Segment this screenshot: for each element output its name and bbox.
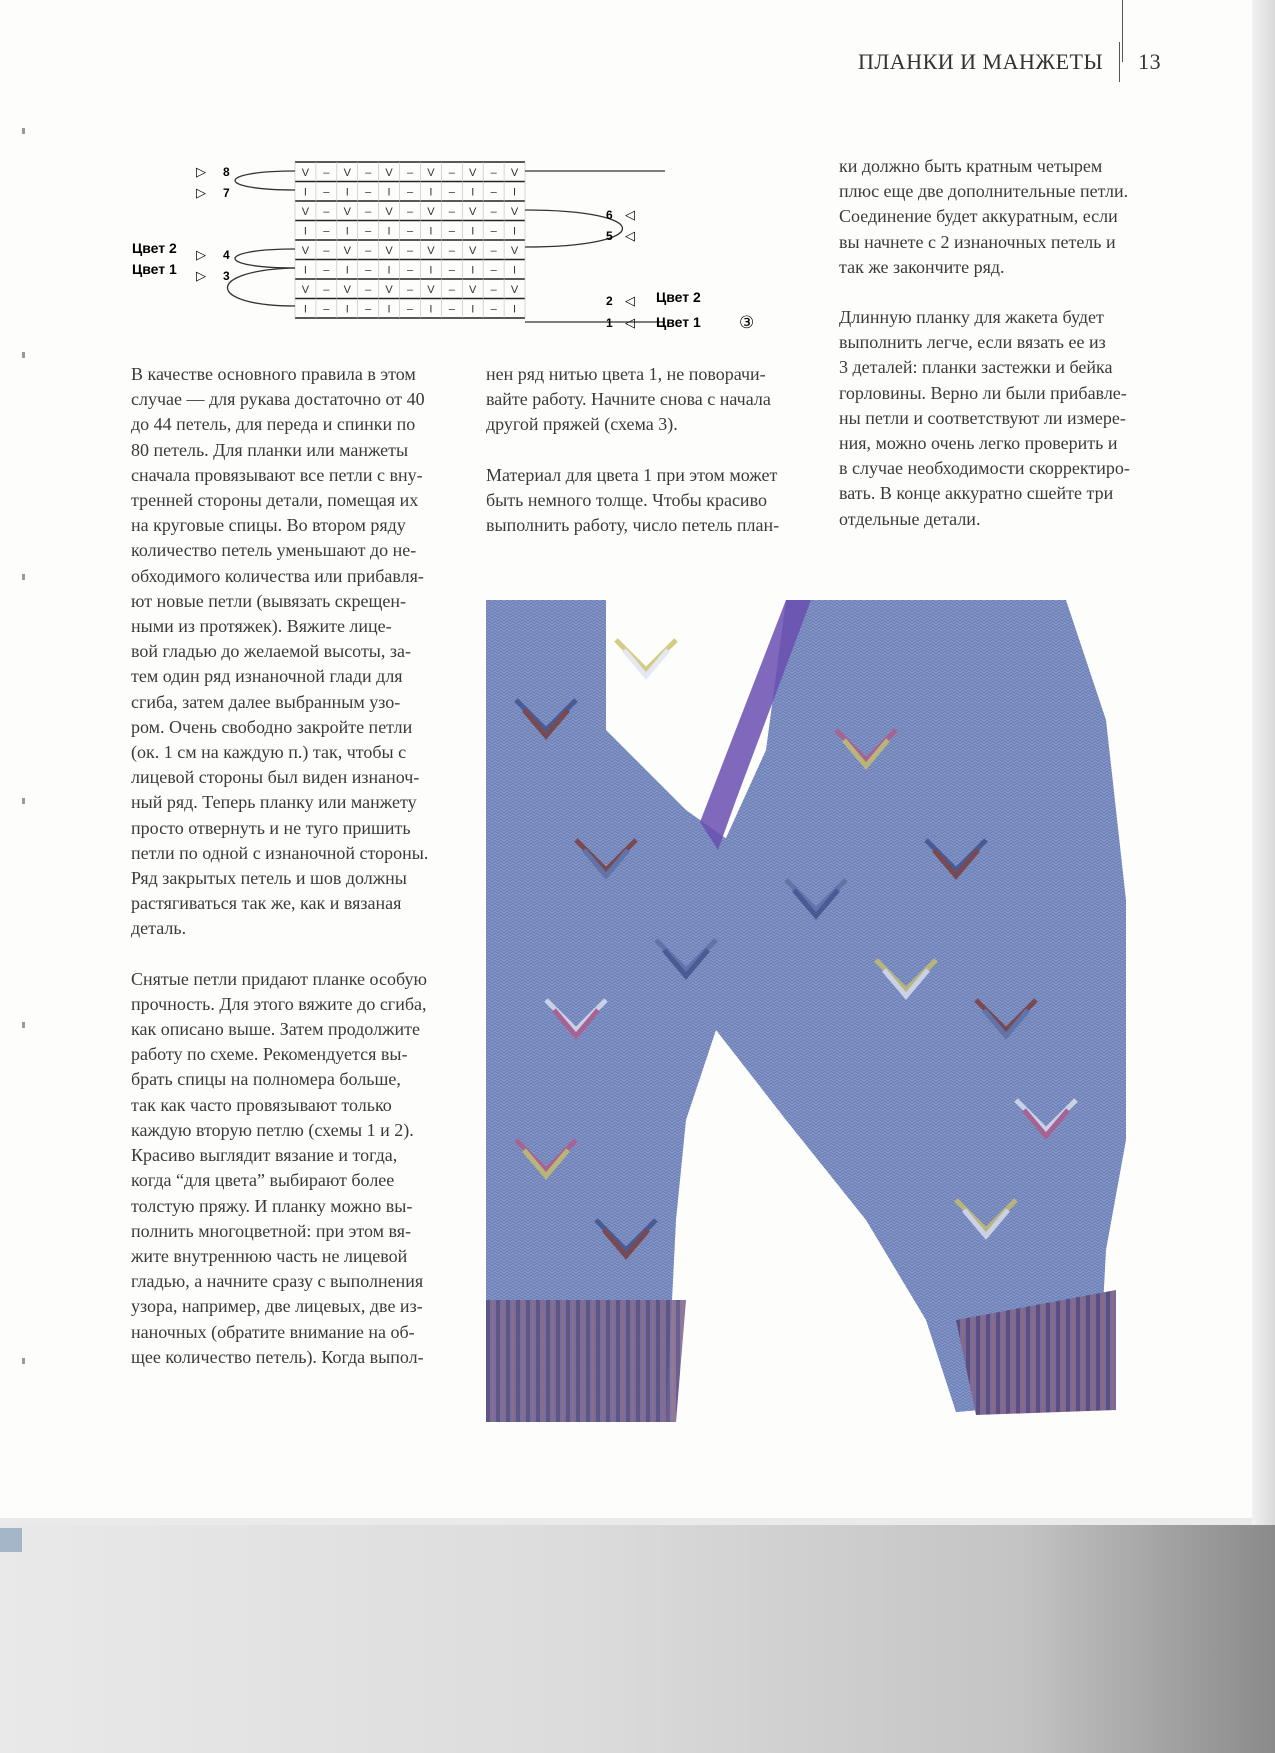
text-line: в случае необходимости скорректиро- — [839, 458, 1130, 479]
row-number: 4 — [223, 248, 230, 262]
stitch-symbol: – — [365, 264, 372, 277]
row-2 — [606, 289, 701, 308]
row-arrow-icon: ▷ — [196, 268, 206, 283]
margin-mark — [22, 1358, 25, 1364]
stitch-symbol: I — [345, 303, 349, 316]
text-line: петли по одной с изнаночной стороны. — [131, 842, 429, 863]
text-column-2 — [486, 362, 816, 538]
stitch-symbol: – — [406, 225, 414, 238]
stitch-symbol: – — [406, 167, 414, 179]
text-line: выполнить легче, если вязать ее из — [839, 332, 1106, 353]
book-binding — [0, 1528, 22, 1552]
stitch-symbol: – — [323, 206, 330, 218]
color-label: Цвет 2 — [132, 240, 177, 256]
stitch-symbol: – — [448, 167, 455, 179]
row-8 — [196, 164, 230, 179]
text-line: Ряд закрытых петель и шов должны — [131, 868, 407, 889]
stitch-symbol: – — [406, 206, 414, 218]
text-line: толстую пряжу. И планку можно вы- — [131, 1195, 413, 1216]
row-5 — [606, 228, 635, 243]
text-line: работу по схеме. Рекомендуется вы- — [131, 1044, 408, 1065]
stitch-symbol: I — [303, 264, 307, 277]
row-number: 5 — [606, 229, 613, 243]
text-line: количество петель уменьшают до не- — [131, 540, 417, 561]
stitch-symbol: – — [490, 245, 497, 257]
text-line: ют новые петли (вывязать скрещен- — [131, 590, 406, 611]
text-line: лицевой стороны был виден изнаноч- — [131, 767, 420, 788]
row-number: 2 — [606, 294, 613, 308]
stitch-symbol: – — [448, 303, 455, 316]
stitch-symbol: – — [323, 264, 330, 277]
stitch-symbol: V — [343, 206, 351, 218]
stitch-symbol: – — [490, 225, 497, 238]
stitch-symbol: I — [429, 225, 433, 238]
text-line: тем один ряд изнаночной глади для — [131, 666, 403, 687]
row-arrow-icon: ◁ — [625, 228, 635, 243]
stitch-symbol: V — [469, 245, 477, 257]
stitch-symbol: V — [343, 245, 351, 257]
yarn-loop — [235, 171, 295, 190]
margin-mark — [22, 798, 25, 804]
paragraph — [839, 154, 1169, 280]
page-right-edge — [1252, 0, 1275, 1525]
stitch-symbol: – — [448, 206, 455, 218]
stitch-symbol: – — [490, 264, 497, 277]
yarn-loop — [235, 249, 295, 268]
stitch-symbol: – — [448, 245, 455, 257]
header-separator — [1119, 42, 1120, 82]
text-line: ный ряд. Теперь планку или манжету — [131, 792, 417, 813]
text-line: ния, можно очень легко проверить и — [839, 433, 1118, 454]
stitch-symbol: – — [365, 303, 372, 316]
text-line: полнить многоцветной: при этом вя- — [131, 1220, 412, 1241]
color-label: Цвет 1 — [656, 314, 701, 330]
stitch-symbol: I — [345, 225, 349, 238]
stitch-symbol: I — [345, 186, 349, 199]
text-line: выполнить работу, число петель план- — [486, 515, 780, 536]
text-line: так же закончите ряд. — [839, 256, 1005, 277]
stitch-symbol: – — [448, 186, 455, 199]
text-line: вы начнете с 2 изнаночных петель и — [839, 231, 1116, 252]
stitch-symbol: I — [513, 186, 517, 199]
paragraph — [486, 362, 816, 438]
text-line: жите внутреннюю часть не лицевой — [131, 1245, 408, 1266]
stitch-symbol: – — [490, 303, 497, 316]
text-line: каждую вторую петлю (схемы 1 и 2). — [131, 1119, 414, 1140]
page-number: 13 — [1138, 49, 1162, 74]
stitch-symbol: – — [323, 225, 330, 238]
stitch-symbol: V — [385, 245, 393, 257]
stitch-symbol: V — [385, 284, 393, 296]
stitch-symbol: I — [387, 186, 391, 199]
stitch-symbol: – — [365, 167, 372, 179]
stitch-symbol: V — [510, 167, 519, 179]
text-line: нен ряд нитью цвета 1, не поворачи- — [486, 364, 766, 384]
stitch-symbol: – — [365, 225, 372, 238]
yarn-loop — [228, 268, 296, 306]
stitch-symbol: I — [429, 303, 433, 316]
stitch-symbol: I — [303, 303, 307, 316]
text-line: деталь. — [131, 918, 187, 939]
stitch-symbol: V — [385, 167, 393, 179]
stitch-symbol: V — [301, 284, 310, 296]
paragraph — [486, 463, 816, 539]
stitch-symbol: V — [385, 206, 393, 218]
stitch-symbol: V — [301, 167, 310, 179]
text-line: узора, например, две лицевых, две из- — [131, 1296, 423, 1317]
text-line: как описано выше. Затем продолжите — [131, 1019, 420, 1040]
text-line: 80 петель. Для планки или манжеты — [131, 439, 409, 460]
text-line: сгиба, затем далее выбранным узо- — [131, 691, 401, 712]
stitch-symbol: V — [469, 284, 477, 296]
stitch-symbol: V — [427, 206, 435, 218]
text-line: просто отвернуть и не туго пришить — [131, 817, 411, 838]
stitch-symbol: V — [301, 206, 310, 218]
stitch-symbol: I — [471, 264, 475, 277]
stitch-symbol: – — [448, 225, 455, 238]
text-line: гладью, а начните сразу с выполнения — [131, 1271, 424, 1292]
margin-mark — [22, 128, 25, 134]
color-label: Цвет 1 — [132, 261, 177, 277]
stitch-symbol: V — [510, 284, 519, 296]
stitch-symbol: V — [427, 284, 435, 296]
text-line: обходимого количества или прибавля- — [131, 565, 424, 586]
row-4 — [196, 247, 230, 262]
stitch-symbol: – — [365, 186, 372, 199]
text-line: когда “для цвета” выбирают более — [131, 1170, 395, 1191]
stitch-symbol: I — [387, 225, 391, 238]
chart-grid — [295, 162, 525, 318]
knitted-sweater-photo — [486, 600, 1126, 1422]
text-line: наночных (обратите внимание на об- — [131, 1321, 415, 1342]
scheme-number: ③ — [739, 313, 755, 332]
stitch-symbol: – — [323, 245, 330, 257]
stitch-symbol: – — [406, 264, 414, 277]
stitch-symbol: – — [365, 245, 372, 257]
margin-mark — [22, 352, 25, 358]
text-line: сначала провязывают все петли с вну- — [131, 464, 423, 485]
text-line: Красиво выглядит вязание и тогда, — [131, 1145, 398, 1166]
stitch-symbol: V — [469, 167, 477, 179]
paragraph — [131, 362, 455, 942]
stitch-symbol: – — [323, 167, 330, 179]
stitch-symbol: I — [471, 186, 475, 199]
text-line: Снятые петли придают планке особую — [131, 968, 427, 989]
row-number: 3 — [223, 269, 230, 283]
stitch-symbol: I — [387, 264, 391, 277]
section-title: ПЛАНКИ И МАНЖЕТЫ — [858, 49, 1104, 74]
text-line: отдельные детали. — [839, 508, 981, 529]
text-column-1 — [131, 362, 455, 1370]
stitch-symbol: V — [510, 245, 519, 257]
stitch-symbol: V — [469, 206, 477, 218]
row-arrow-icon: ▷ — [196, 164, 206, 179]
row-number: 8 — [223, 165, 230, 179]
stitch-symbol: V — [427, 167, 435, 179]
text-line: вой гладью до желаемой высоты, за- — [131, 641, 411, 662]
text-line: другой пряжей (схема 3). — [486, 414, 678, 435]
stitch-symbol: – — [448, 284, 455, 296]
chart-yarn-loops — [228, 171, 666, 322]
running-header — [858, 42, 1161, 82]
stitch-symbol: I — [513, 225, 517, 238]
row-6 — [606, 207, 635, 222]
stitch-symbol: V — [343, 167, 351, 179]
text-line: вать. В конце аккуратно сшейте три — [839, 483, 1114, 504]
stitch-symbol: I — [471, 303, 475, 316]
paragraph — [839, 305, 1169, 532]
stitch-symbol: V — [301, 245, 310, 257]
row-number: 1 — [606, 316, 613, 330]
stitch-symbol: – — [448, 264, 455, 277]
text-line: ром. Очень свободно закройте петли — [131, 716, 413, 737]
stitch-symbol: – — [323, 284, 330, 296]
text-line: брать спицы на полномера больше, — [131, 1069, 401, 1090]
text-line: 3 деталей: планки застежки и бейка — [839, 357, 1113, 378]
text-line: до 44 петель, для переда и спинки по — [131, 414, 416, 435]
text-line: Длинную планку для жакета будет — [839, 307, 1104, 328]
stitch-symbol: – — [406, 186, 414, 199]
stitch-symbol: I — [345, 264, 349, 277]
stitch-symbol: V — [510, 206, 519, 218]
row-7 — [196, 185, 230, 200]
stitch-symbol: – — [406, 245, 414, 257]
knitting-chart — [120, 152, 760, 337]
text-line: Соединение будет аккуратным, если — [839, 206, 1118, 227]
text-line: ки должно быть кратным четырем — [839, 156, 1103, 176]
hem-ribbing — [486, 1300, 686, 1422]
stitch-symbol: V — [427, 245, 435, 257]
stitch-symbol: I — [303, 225, 307, 238]
row-number: 6 — [606, 208, 613, 222]
text-line: щее количество петель). Когда выпол- — [131, 1346, 424, 1367]
stitch-symbol: I — [387, 303, 391, 316]
stitch-symbol: – — [406, 284, 414, 296]
stitch-symbol: – — [490, 167, 497, 179]
row-arrow-icon: ▷ — [196, 247, 206, 262]
scan-shadow — [0, 1525, 1275, 1753]
stitch-symbol: I — [429, 264, 433, 277]
text-line: прочность. Для этого вяжите до сгиба, — [131, 993, 427, 1014]
text-line: на круговые спицы. Во втором ряду — [131, 515, 406, 536]
text-line: вайте работу. Начните снова с начала — [486, 389, 771, 410]
stitch-symbol: – — [323, 303, 330, 316]
text-line: горловины. Верно ли были прибавле- — [839, 382, 1127, 403]
stitch-symbol: – — [490, 186, 497, 199]
stitch-symbol: I — [513, 303, 517, 316]
text-line: так как часто провязывают только — [131, 1094, 392, 1115]
stitch-symbol: I — [471, 225, 475, 238]
margin-mark — [22, 574, 25, 580]
row-3 — [196, 268, 230, 283]
margin-mark — [22, 1022, 25, 1028]
text-line: быть немного толще. Чтобы красиво — [486, 489, 767, 510]
text-line: растягиваться так же, как и вязаная — [131, 893, 402, 914]
text-line: случае — для рукава достаточно от 40 — [131, 389, 425, 410]
stitch-symbol: – — [490, 206, 497, 218]
row-arrow-icon: ◁ — [625, 315, 635, 330]
text-column-3 — [839, 154, 1169, 532]
text-line: В качестве основного правила в этом — [131, 364, 416, 384]
text-line: тренней стороны детали, помещая их — [131, 490, 419, 511]
text-line: ны петли и соответствуют ли измере- — [839, 407, 1126, 428]
stitch-symbol: – — [406, 303, 414, 316]
stitch-symbol: – — [323, 186, 330, 199]
stitch-symbol: – — [365, 284, 372, 296]
stitch-symbol: – — [365, 206, 372, 218]
paragraph — [131, 967, 455, 1370]
sweater-sleeve — [716, 600, 1126, 1412]
stitch-symbol: I — [303, 186, 307, 199]
stitch-symbol: – — [490, 284, 497, 296]
row-number: 7 — [223, 186, 230, 200]
text-line: Материал для цвета 1 при этом может — [486, 464, 778, 485]
text-line: плюс еще две дополнительные петли. — [839, 181, 1129, 202]
text-line: (ок. 1 см на каждую п.) так, чтобы с — [131, 742, 407, 763]
stitch-symbol: I — [513, 264, 517, 277]
stitch-symbol: I — [429, 186, 433, 199]
text-line: ными из протяжек). Вяжите лице- — [131, 616, 392, 637]
row-arrow-icon: ▷ — [196, 185, 206, 200]
row-arrow-icon: ◁ — [625, 293, 635, 308]
row-arrow-icon: ◁ — [625, 207, 635, 222]
stitch-symbol: V — [343, 284, 351, 296]
color-label: Цвет 2 — [656, 289, 701, 305]
